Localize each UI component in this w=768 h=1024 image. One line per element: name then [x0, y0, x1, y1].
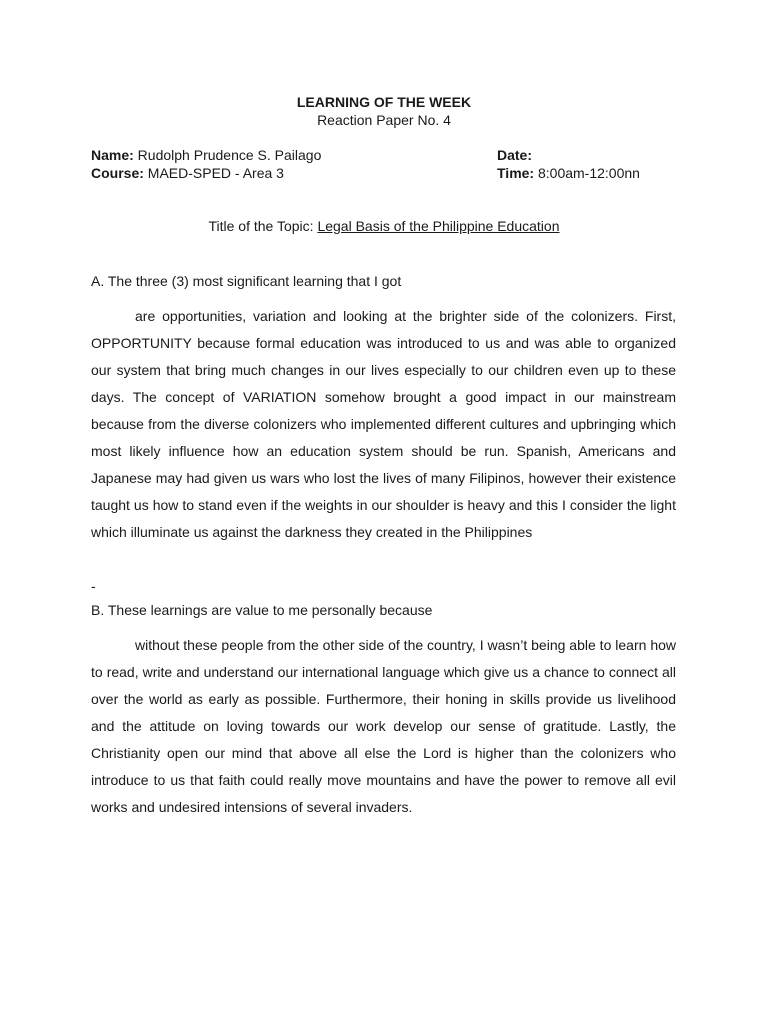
topic-prefix: Title of the Topic:: [208, 218, 318, 234]
topic-title: Legal Basis of the Philippine Education: [317, 218, 560, 234]
name-label: Name:: [91, 147, 134, 163]
date-field: [497, 147, 532, 164]
time-field: [497, 165, 640, 182]
document-heading: LEARNING OF THE WEEK: [296, 94, 472, 110]
name-field: [91, 147, 321, 164]
section-b-paragraph: without these people from the other side of the country, I wasn’t being able to learn how to read, write and understand our international language which give us a chance to connect all over the world as early as possible. Furthermore, their honing in skills provide us livelihood and the attitude on loving towards our work develop our sense of gratitude. Lastly, the Christianity open our mind that above all else the Lord is higher than the colonizers who introduce to us that faith could really move mountains and have the power to remove all evil works and undesired intensions of several invaders.: [91, 637, 676, 815]
time-label: Time:: [497, 165, 535, 181]
separator-dash: -: [91, 578, 96, 594]
time-value: 8:00am-12:00nn: [534, 165, 640, 181]
topic-line: [0, 218, 768, 235]
section-a-heading: A. The three (3) most significant learning that I got: [91, 273, 402, 289]
course-value: MAED-SPED - Area 3: [143, 165, 284, 181]
section-a-paragraph: are opportunities, variation and looking at the brighter side of the colonizers. First, OPPORTUNITY because formal education was introduced to us and was able to organized our system that bring much changes in our lives especially to our children even up to these days. The concept of VARIATION somehow brought a good impact in our mainstream because from the diverse colonizers who implemented different cultures and upbringing which most likely influence how an education system should be run. Spanish, Americans and Japanese may had given us wars who lost the lives of many Filipinos, however their existence taught us how to stand even if the weights in our shoulder is heavy and this I consider the light which illuminate us against the darkness they created in the Philippines: [91, 308, 676, 540]
date-label: Date:: [497, 147, 533, 163]
section-b-heading: B. These learnings are value to me personally because: [91, 602, 433, 618]
name-value: Rudolph Prudence S. Pailago: [133, 147, 322, 163]
course-label: Course:: [91, 165, 144, 181]
course-field: [91, 165, 284, 182]
document-subheading: Reaction Paper No. 4: [317, 112, 451, 128]
